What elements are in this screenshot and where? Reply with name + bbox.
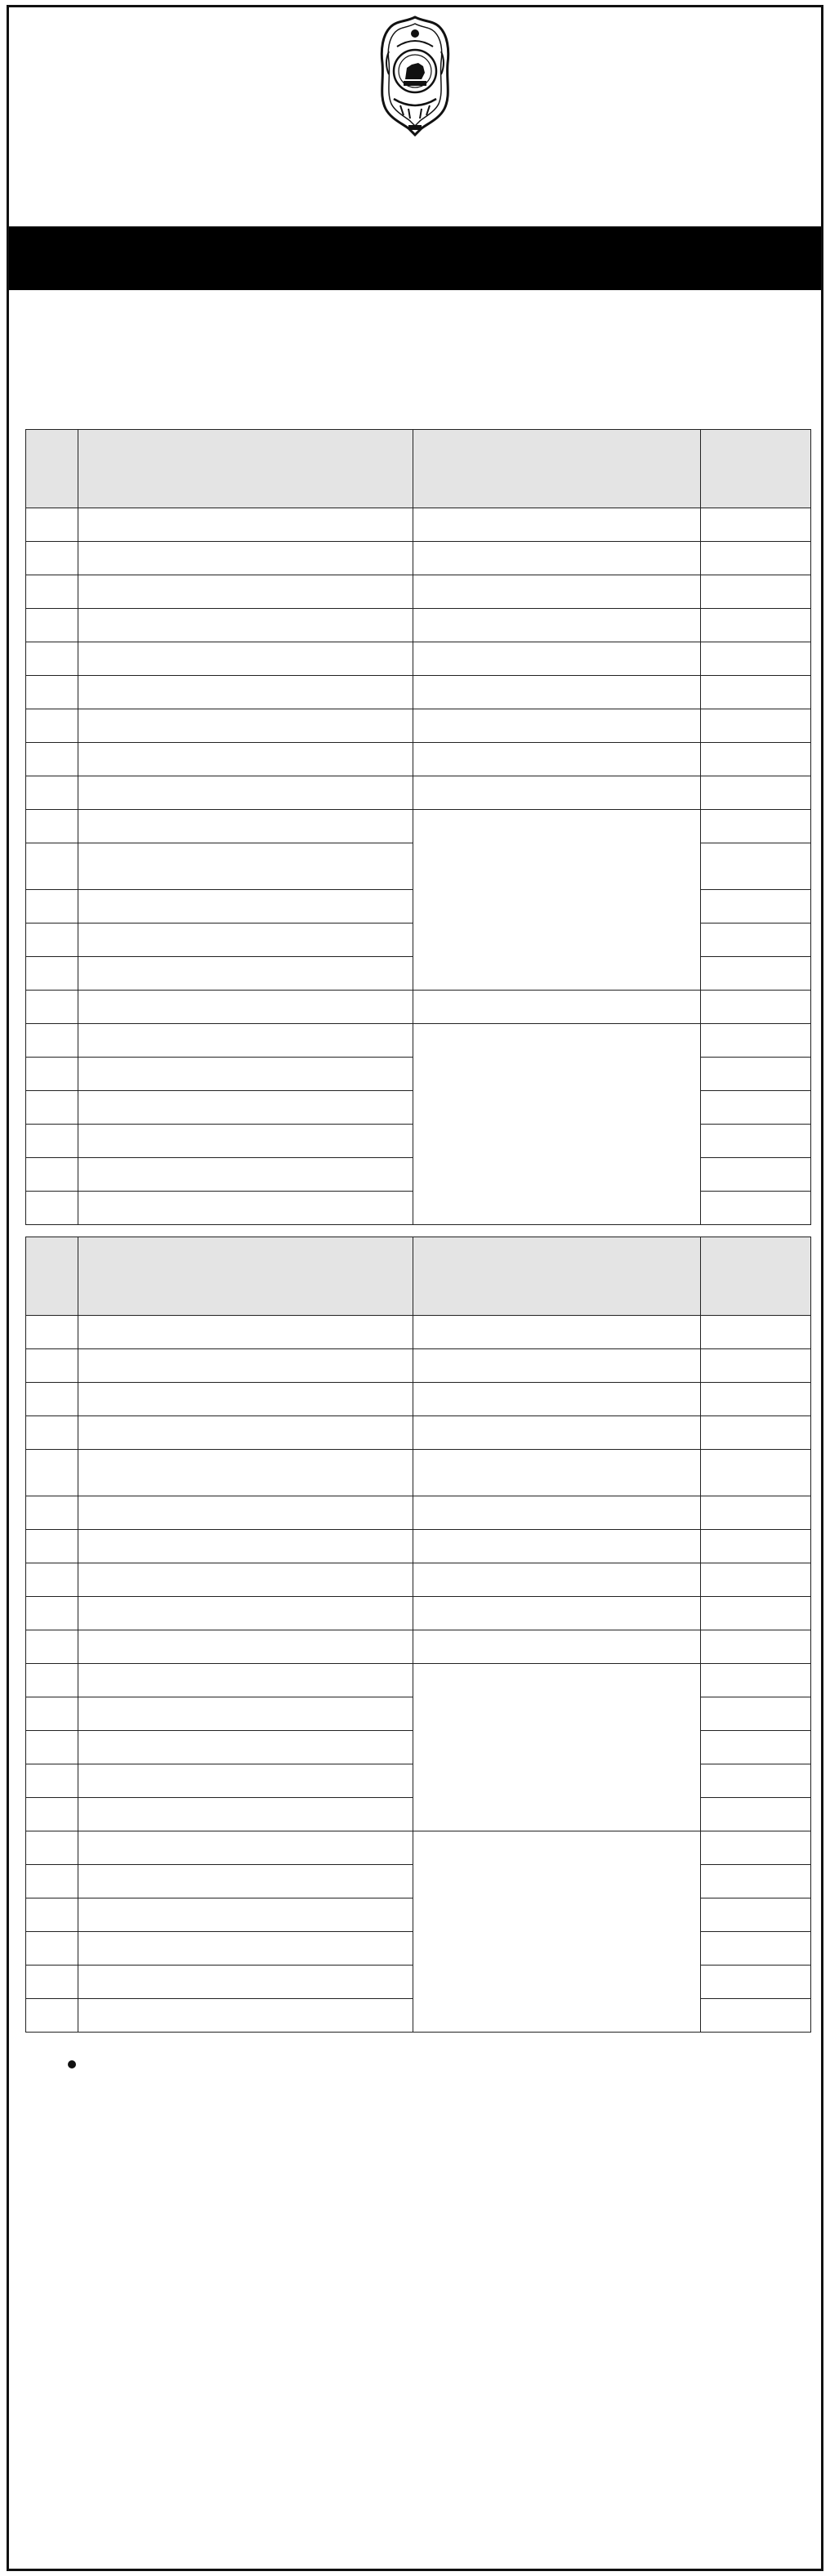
row-number bbox=[26, 810, 78, 843]
row-number bbox=[26, 1158, 78, 1192]
salary-category bbox=[413, 1383, 701, 1416]
row-number bbox=[26, 1496, 78, 1530]
row-number bbox=[26, 776, 78, 810]
row-number bbox=[26, 1125, 78, 1158]
row-number bbox=[26, 609, 78, 642]
vacancy-count bbox=[701, 991, 811, 1024]
table-row bbox=[26, 1349, 811, 1383]
salary-category bbox=[413, 776, 701, 810]
vacancy-count bbox=[701, 810, 811, 843]
salary-category bbox=[413, 1630, 701, 1664]
row-number bbox=[26, 1383, 78, 1416]
row-number bbox=[26, 575, 78, 609]
row-number bbox=[26, 1664, 78, 1697]
row-number bbox=[26, 1192, 78, 1225]
row-number bbox=[26, 1898, 78, 1932]
salary-category bbox=[413, 609, 701, 642]
table-header-row bbox=[26, 1237, 811, 1316]
column-no bbox=[26, 430, 78, 508]
designation-name bbox=[78, 1798, 413, 1831]
vacancy-count bbox=[701, 1316, 811, 1349]
designation-name bbox=[78, 1192, 413, 1225]
table-row bbox=[26, 1024, 811, 1058]
designation-name bbox=[78, 991, 413, 1024]
vacancies-banner bbox=[9, 226, 821, 290]
row-number bbox=[26, 1966, 78, 1999]
supporting-staff-note bbox=[413, 1831, 701, 2033]
column-vacancies bbox=[701, 1237, 811, 1316]
vacancy-count bbox=[701, 1091, 811, 1125]
table-row bbox=[26, 1530, 811, 1563]
vacancy-count bbox=[701, 508, 811, 542]
row-number bbox=[26, 709, 78, 743]
salary-category bbox=[413, 642, 701, 676]
row-number bbox=[26, 1450, 78, 1496]
designation-name bbox=[78, 1999, 413, 2033]
vacancy-count bbox=[701, 1383, 811, 1416]
vacancy-count bbox=[701, 609, 811, 642]
designation-name bbox=[78, 810, 413, 843]
row-number bbox=[26, 991, 78, 1024]
row-number bbox=[26, 542, 78, 575]
row-number bbox=[26, 1563, 78, 1597]
designation-name bbox=[78, 709, 413, 743]
designation-name bbox=[78, 1316, 413, 1349]
vacancy-count bbox=[701, 1597, 811, 1630]
table-row bbox=[26, 676, 811, 709]
salary-category bbox=[413, 743, 701, 776]
table-row bbox=[26, 1496, 811, 1530]
column-designation bbox=[78, 1237, 413, 1316]
table-row bbox=[26, 709, 811, 743]
column-category bbox=[413, 1237, 701, 1316]
salary-category bbox=[413, 709, 701, 743]
row-number bbox=[26, 890, 78, 924]
vacancy-count bbox=[701, 1058, 811, 1091]
designation-name bbox=[78, 743, 413, 776]
vacancy-count bbox=[701, 743, 811, 776]
designation-name bbox=[78, 1383, 413, 1416]
designation-name bbox=[78, 1966, 413, 1999]
row-number bbox=[26, 1316, 78, 1349]
designation-name bbox=[78, 1058, 413, 1091]
vacancy-count bbox=[701, 1898, 811, 1932]
designation-name bbox=[78, 1630, 413, 1664]
row-number bbox=[26, 1831, 78, 1865]
column-category bbox=[413, 430, 701, 508]
closing-date-line bbox=[9, 2060, 821, 2068]
row-number bbox=[26, 508, 78, 542]
table-row bbox=[26, 1630, 811, 1664]
table-row bbox=[26, 575, 811, 609]
table-header-row bbox=[26, 430, 811, 508]
salary-category bbox=[413, 1664, 701, 1831]
vacancy-count bbox=[701, 1865, 811, 1898]
vacancy-count bbox=[701, 1530, 811, 1563]
vacancy-count bbox=[701, 1664, 811, 1697]
designation-name bbox=[78, 1158, 413, 1192]
row-number bbox=[26, 1999, 78, 2033]
vacancy-count bbox=[701, 575, 811, 609]
vacancy-count bbox=[701, 1731, 811, 1764]
designation-name bbox=[78, 676, 413, 709]
designation-name bbox=[78, 924, 413, 957]
designation-name bbox=[78, 1764, 413, 1798]
row-number bbox=[26, 1597, 78, 1630]
vacancy-count bbox=[701, 1125, 811, 1158]
row-number bbox=[26, 1697, 78, 1731]
table-row bbox=[26, 1416, 811, 1450]
vacancy-count bbox=[701, 1024, 811, 1058]
column-vacancies bbox=[701, 430, 811, 508]
designation-name bbox=[78, 1496, 413, 1530]
row-number bbox=[26, 957, 78, 991]
vacancy-count bbox=[701, 890, 811, 924]
row-number bbox=[26, 1024, 78, 1058]
table-row bbox=[26, 1664, 811, 1697]
designation-name bbox=[78, 1898, 413, 1932]
salary-category bbox=[413, 1416, 701, 1450]
table-row bbox=[26, 508, 811, 542]
table-row bbox=[26, 609, 811, 642]
vacancy-count bbox=[701, 1966, 811, 1999]
supporting-staff-note bbox=[413, 1024, 701, 1225]
designation-name bbox=[78, 957, 413, 991]
designation-name bbox=[78, 508, 413, 542]
row-number bbox=[26, 1530, 78, 1563]
vacancy-count bbox=[701, 957, 811, 991]
table-row bbox=[26, 642, 811, 676]
salary-category bbox=[413, 1563, 701, 1597]
table-row bbox=[26, 1383, 811, 1416]
row-number bbox=[26, 1932, 78, 1966]
table-row bbox=[26, 810, 811, 843]
designation-name bbox=[78, 1697, 413, 1731]
vacancy-count bbox=[701, 1697, 811, 1731]
designation-name bbox=[78, 1450, 413, 1496]
vacancy-count bbox=[701, 1496, 811, 1530]
vacancy-count bbox=[701, 1798, 811, 1831]
designation-name bbox=[78, 1597, 413, 1630]
vacancy-count bbox=[701, 1630, 811, 1664]
vacancy-count bbox=[701, 1450, 811, 1496]
designation-name bbox=[78, 1530, 413, 1563]
salary-category bbox=[413, 575, 701, 609]
salary-category bbox=[413, 1450, 701, 1496]
more-details-paragraph bbox=[9, 2033, 821, 2042]
table-row bbox=[26, 776, 811, 810]
salary-category bbox=[413, 1349, 701, 1383]
table-row bbox=[26, 991, 811, 1024]
vacancy-count bbox=[701, 1932, 811, 1966]
row-number bbox=[26, 1865, 78, 1898]
row-number bbox=[26, 1091, 78, 1125]
row-number bbox=[26, 642, 78, 676]
table-row bbox=[26, 1831, 811, 1865]
salary-category bbox=[413, 1530, 701, 1563]
designation-name bbox=[78, 776, 413, 810]
salary-category bbox=[413, 1316, 701, 1349]
salary-category bbox=[413, 676, 701, 709]
row-number bbox=[26, 1798, 78, 1831]
table-row bbox=[26, 1563, 811, 1597]
salary-category bbox=[413, 1597, 701, 1630]
salary-category bbox=[413, 1496, 701, 1530]
designation-name bbox=[78, 1563, 413, 1597]
vacancy-count bbox=[701, 676, 811, 709]
designation-name bbox=[78, 1125, 413, 1158]
vacancy-count bbox=[701, 542, 811, 575]
vacancy-count bbox=[701, 1831, 811, 1865]
salary-category bbox=[413, 810, 701, 991]
designation-name bbox=[78, 890, 413, 924]
row-number bbox=[26, 1349, 78, 1383]
designation-name bbox=[78, 1091, 413, 1125]
vacancy-count bbox=[701, 1999, 811, 2033]
vacancy-count bbox=[701, 709, 811, 743]
vacancy-count bbox=[701, 1416, 811, 1450]
salary-category bbox=[413, 542, 701, 575]
designation-name bbox=[78, 609, 413, 642]
row-number bbox=[26, 843, 78, 890]
designation-name bbox=[78, 1416, 413, 1450]
vacancy-count bbox=[701, 924, 811, 957]
row-number bbox=[26, 1058, 78, 1091]
advertisement-page bbox=[7, 5, 823, 2571]
vacancy-count bbox=[701, 1349, 811, 1383]
designation-name bbox=[78, 1865, 413, 1898]
designation-name bbox=[78, 542, 413, 575]
designation-name bbox=[78, 1731, 413, 1764]
row-number bbox=[26, 1630, 78, 1664]
designation-name bbox=[78, 1831, 413, 1865]
designation-name bbox=[78, 1664, 413, 1697]
vacancy-count bbox=[701, 1158, 811, 1192]
table-row bbox=[26, 542, 811, 575]
row-number bbox=[26, 743, 78, 776]
row-number bbox=[26, 924, 78, 957]
table-row bbox=[26, 743, 811, 776]
row-number bbox=[26, 1764, 78, 1798]
vacancy-count bbox=[701, 642, 811, 676]
vacancy-count bbox=[701, 1192, 811, 1225]
designation-name bbox=[78, 1932, 413, 1966]
designation-name bbox=[78, 843, 413, 890]
column-designation bbox=[78, 430, 413, 508]
row-number bbox=[26, 1416, 78, 1450]
project1-vacancy-table bbox=[25, 429, 811, 1225]
designation-name bbox=[78, 642, 413, 676]
intro-paragraph bbox=[9, 290, 821, 423]
salary-category bbox=[413, 991, 701, 1024]
designation-name bbox=[78, 575, 413, 609]
vacancy-count bbox=[701, 776, 811, 810]
row-number bbox=[26, 676, 78, 709]
bullet-icon bbox=[68, 2060, 76, 2068]
designation-name bbox=[78, 1349, 413, 1383]
table-row bbox=[26, 1597, 811, 1630]
vacancy-count bbox=[701, 843, 811, 890]
row-number bbox=[26, 1731, 78, 1764]
project2-vacancy-table bbox=[25, 1237, 811, 2033]
table-row bbox=[26, 1316, 811, 1349]
vacancy-count bbox=[701, 1764, 811, 1798]
designation-name bbox=[78, 1024, 413, 1058]
column-no bbox=[26, 1237, 78, 1316]
table-row bbox=[26, 1450, 811, 1496]
vacancy-count bbox=[701, 1563, 811, 1597]
ministry-title bbox=[38, 109, 792, 215]
salary-category bbox=[413, 508, 701, 542]
